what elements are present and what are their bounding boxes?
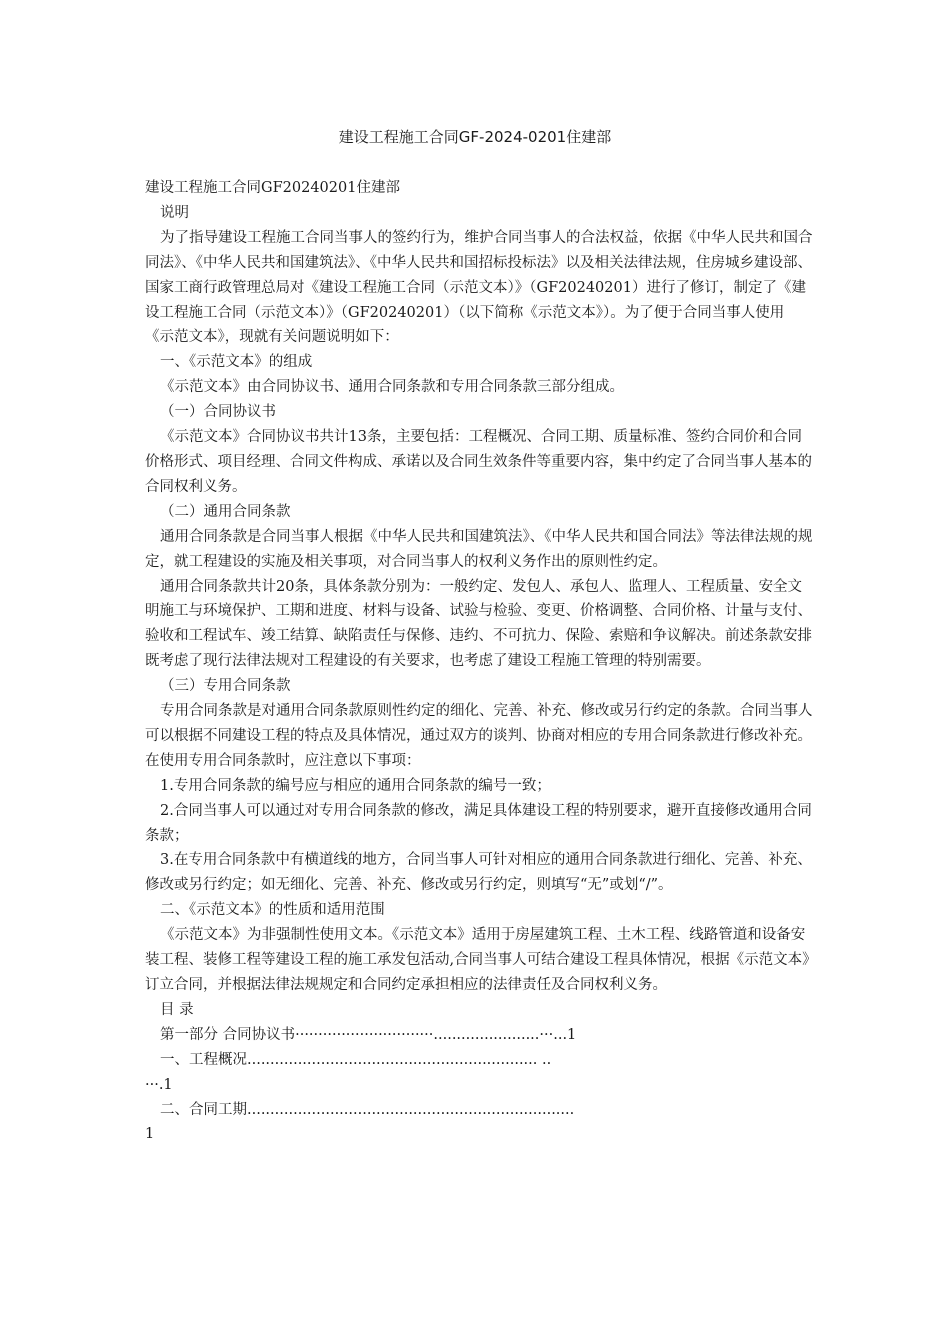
toc-entry-overview[interactable]: 一、工程概况............................................................... ..: [160, 1051, 552, 1068]
paragraph-scope: 《示范文本》为非强制性使用文本。《示范文本》适用于房屋建筑工程、土木工程、线路管道和设备安装工程、装修工程等建设工程的施工承发包活动,合同当事人可结合建设工程具体情况，根据《示范文本》订立合同，并根据法律法规规定和合同约定承担相应的法律责任及合同权利义务。: [145, 927, 810, 993]
page-title: 建设工程施工合同GF-2024-0201住建部: [338, 128, 612, 146]
toc-entry-period-page: 1: [145, 1126, 155, 1143]
table-of-contents: [145, 1023, 813, 1148]
toc-entry-overview-page: ···.1: [145, 1076, 173, 1093]
paragraph-special: 专用合同条款是对通用合同条款原则性约定的细化、完善、补充、修改或另行约定的条款。合同当事人可以根据不同建设工程的特点及具体情况，通过双方的谈判、协商对相应的专用合同条款进行修改补充。在使用专用合同条款时，应注意以下事项：: [145, 703, 813, 769]
list-item-2: 2.合同当事人可以通过对专用合同条款的修改，满足具体建设工程的特别要求，避开直接修改通用合同条款；: [145, 802, 812, 844]
section-label-explain: 说明: [160, 204, 189, 221]
section-heading-1: 一、《示范文本》的组成: [160, 354, 313, 371]
subsection-heading-agreement: （一）合同协议书: [160, 404, 276, 421]
toc-entry-part1[interactable]: 第一部分 合同协议书······························.......................···...1: [160, 1026, 577, 1043]
document-body: [145, 176, 813, 1147]
paragraph-agreement: 《示范文本》合同协议书共计13条，主要包括：工程概况、合同工期、质量标准、签约合同价和合同价格形式、项目经理、合同文件构成、承诺以及合同生效条件等重要内容，集中约定了合同当事人基本的合同权利义务。: [145, 429, 812, 495]
doc-heading: 建设工程施工合同GF20240201住建部: [145, 180, 400, 196]
toc-entry-period[interactable]: 二、合同工期.......................................................................: [160, 1101, 575, 1118]
paragraph-general-definition: 通用合同条款是合同当事人根据《中华人民共和国建筑法》、《中华人民共和国合同法》等法律法规的规定，就工程建设的实施及相关事项，对合同当事人的权利义务作出的原则性约定。: [145, 528, 813, 570]
section-heading-2: 二、《示范文本》的性质和适用范围: [160, 902, 385, 919]
paragraph-general-clauses: 通用合同条款共计20条，具体条款分别为：一般约定、发包人、承包人、监理人、工程质量、安全文明施工与环境保护、工期和进度、材料与设备、试验与检验、变更、价格调整、合同价格、计量与支付、验收和工程试车、竣工结算、缺陷责任与保修、违约、不可抗力、保险、索赔和争议解决。前述条款安排既考虑了现行法律法规对工程建设的有关要求，也考虑了建设工程施工管理的特别需要。: [145, 578, 812, 670]
toc-heading: 目 录: [160, 1001, 194, 1018]
paragraph-intro: 为了指导建设工程施工合同当事人的签约行为，维护合同当事人的合法权益，依据《中华人民共和国合同法》、《中华人民共和国建筑法》、《中华人民共和国招标投标法》以及相关法律法规，住房城乡建设部、国家工商行政管理总局对《建设工程施工合同（示范文本）》（GF20240201）进行了修订，制定了《建设工程施工合同（示范文本）》（GF20240201）（以下简称《示范文本》）。为了便于合同当事人使用《示范文本》，现就有关问题说明如下：: [145, 229, 813, 346]
subsection-heading-general: （二）通用合同条款: [160, 503, 291, 520]
subsection-heading-special: （三）专用合同条款: [160, 678, 291, 695]
list-item-3: 3.在专用合同条款中有横道线的地方，合同当事人可针对相应的通用合同条款进行细化、完善、补充、修改或另行约定；如无细化、完善、补充、修改或另行约定，则填写“无”或划“/”。: [145, 852, 812, 894]
list-item-1: 1.专用合同条款的编号应与相应的通用合同条款的编号一致；: [160, 777, 551, 794]
paragraph-composition: 《示范文本》由合同协议书、通用合同条款和专用合同条款三部分组成。: [160, 379, 624, 396]
